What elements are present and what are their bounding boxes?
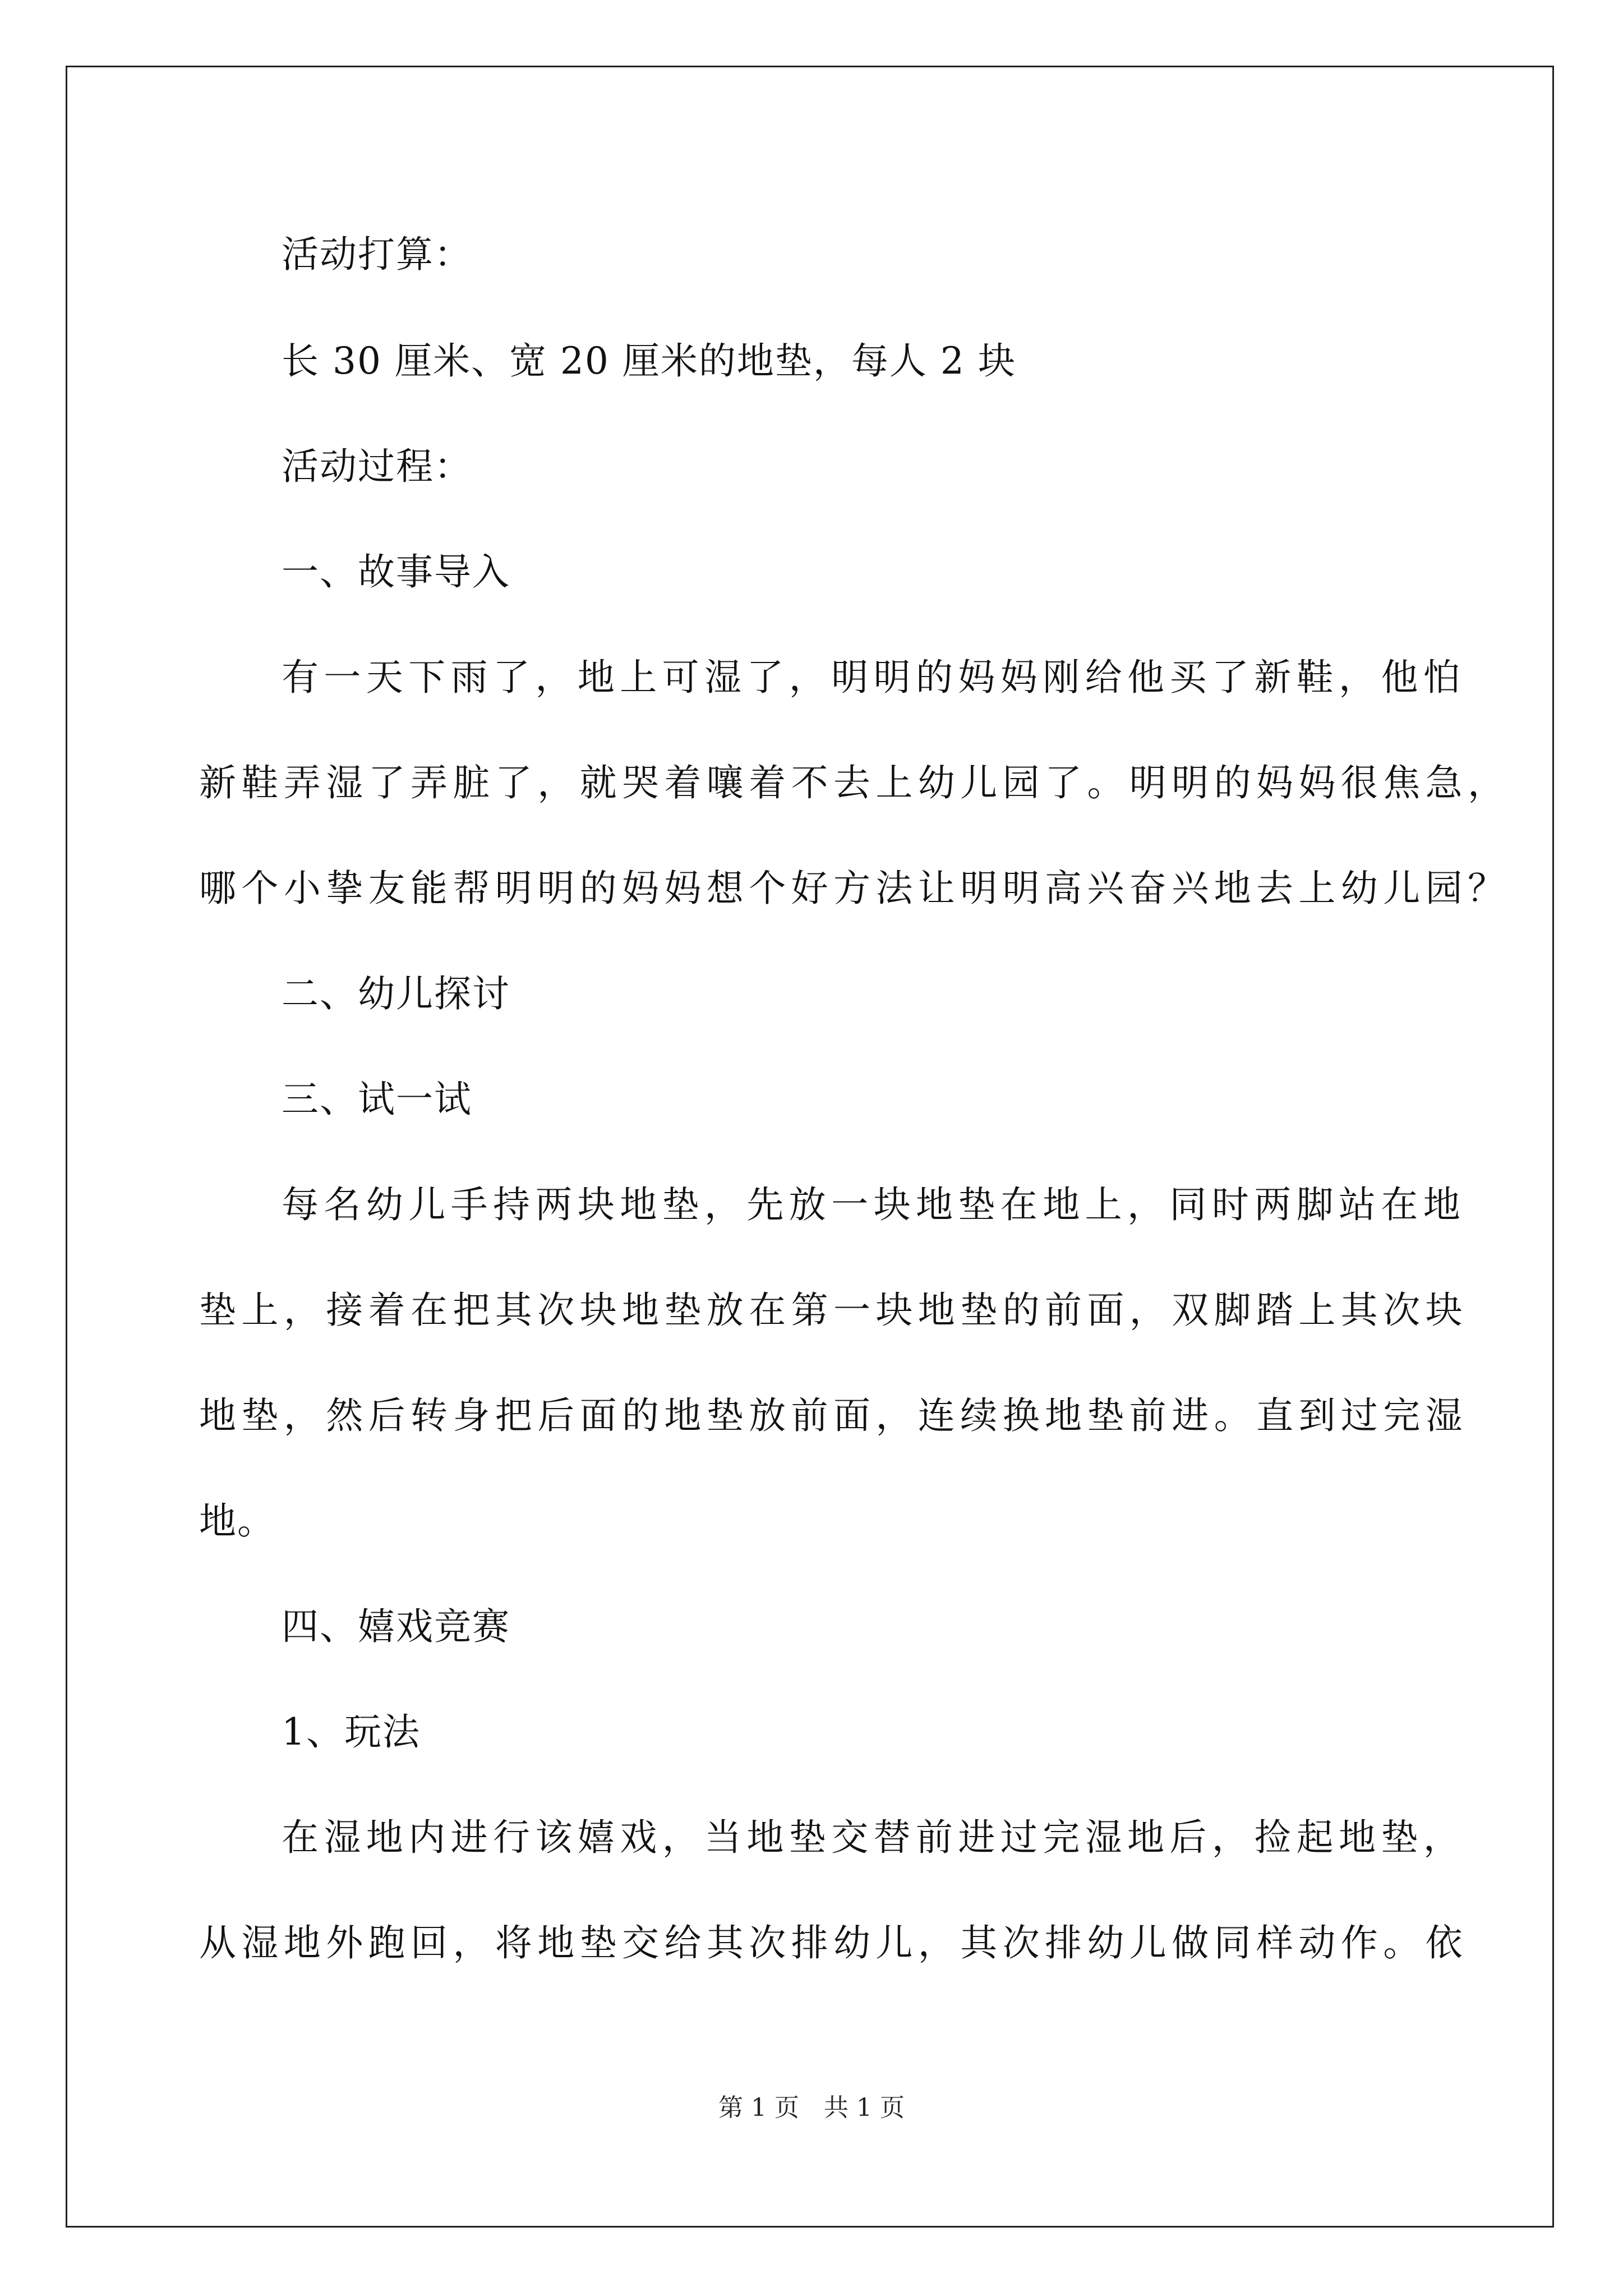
paragraph-line: 地。: [199, 1499, 275, 1543]
section-heading-try: 三、试一试: [282, 1078, 472, 1121]
materials-line: 长 30 厘米、宽 20 厘米的地垫，每人 2 块: [282, 339, 1016, 383]
paragraph-line: 新鞋弄湿了弄脏了，就哭着嚷着不去上幼儿园了。明明的妈妈很焦急，: [199, 761, 1510, 804]
page-border: [66, 66, 1554, 2228]
paragraph-line: 每名幼儿手持两块地垫，先放一块地垫在地上，同时两脚站在地: [282, 1183, 1466, 1226]
subsection-heading-how-to-play: 1、玩法: [282, 1710, 421, 1754]
paragraph-line: 垫上，接着在把其次块地垫放在第一块地垫的前面，双脚踏上其次块: [199, 1289, 1468, 1332]
section-heading-game-competition: 四、嬉戏竞赛: [282, 1605, 510, 1648]
section-heading-discussion: 二、幼儿探讨: [282, 972, 510, 1015]
paragraph-line: 在湿地内进行该嬉戏，当地垫交替前进过完湿地后，捡起地垫，: [282, 1816, 1466, 1859]
paragraph-line: 有一天下雨了，地上可湿了，明明的妈妈刚给他买了新鞋，他怕: [282, 656, 1466, 699]
heading-activity-preparation: 活动打算：: [282, 233, 472, 276]
section-heading-story-intro: 一、故事导入: [282, 550, 510, 593]
paragraph-line: 哪个小挚友能帮明明的妈妈想个好方法让明明高兴奋兴地去上幼儿园？: [199, 867, 1510, 910]
heading-activity-process: 活动过程：: [282, 445, 472, 488]
paragraph-line: 地垫，然后转身把后面的地垫放前面，连续换地垫前进。直到过完湿: [199, 1394, 1468, 1437]
paragraph-line: 从湿地外跑回，将地垫交给其次排幼儿，其次排幼儿做同样动作。依: [199, 1921, 1468, 1964]
page-footer: 第 1 页 共 1 页: [718, 2093, 905, 2122]
